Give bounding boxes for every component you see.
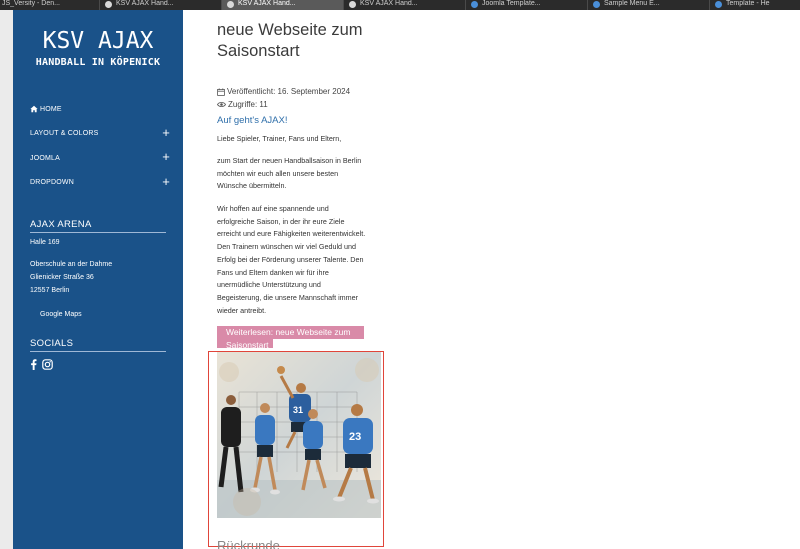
article-title-line: neue Webseite zum xyxy=(217,21,363,39)
socials-heading: SOCIALS xyxy=(30,338,166,352)
joomla-favicon-icon xyxy=(471,1,478,8)
calendar-icon xyxy=(217,88,225,96)
tab-label: Joomla Template... xyxy=(482,0,541,7)
paragraph-line: wieder antreibt. xyxy=(217,305,267,315)
favicon-icon xyxy=(349,1,356,8)
view-count xyxy=(217,100,268,109)
article-title-line: Saisonstart xyxy=(217,42,300,60)
view-count-text: Zugriffe: 11 xyxy=(228,100,268,109)
browser-tab-active[interactable] xyxy=(222,0,344,10)
nav-item-label: JOOMLA xyxy=(30,154,60,162)
page-gutter xyxy=(0,10,13,549)
browser-tab[interactable] xyxy=(710,0,800,10)
tab-label: KSV AJAX Hand... xyxy=(116,0,174,7)
joomla-favicon-icon xyxy=(715,1,722,8)
expand-plus-icon[interactable]: + xyxy=(162,124,170,140)
jersey-number-label: 31 xyxy=(293,405,304,415)
nav-item-label: HOME xyxy=(40,105,62,113)
home-icon xyxy=(30,105,38,113)
paragraph-line: möchten wir euch allen unsere besten xyxy=(217,168,339,178)
arena-address-line: 12557 Berlin xyxy=(30,287,70,294)
nav-item-home[interactable] xyxy=(30,97,170,122)
expand-plus-icon[interactable]: + xyxy=(162,149,170,164)
paragraph-line: zum Start der neuen Handballsaison in Berlin xyxy=(217,156,362,165)
nav-item-joomla[interactable] xyxy=(30,146,170,171)
tab-label: KSV AJAX Hand... xyxy=(360,0,418,7)
eye-icon xyxy=(217,101,226,108)
tab-label: Template - He xyxy=(726,0,770,7)
favicon-icon xyxy=(105,1,112,8)
tab-label: KSV AJAX Hand... xyxy=(238,0,296,7)
sidebar xyxy=(13,10,183,549)
article-title[interactable] xyxy=(217,20,397,62)
nav-item-layout-colors[interactable] xyxy=(30,122,170,147)
site-logo-subtitle: HANDBALL IN KÖPENICK xyxy=(35,57,161,68)
paragraph-line: erreicht und eure Fähigkeiten weiterentwickelt. xyxy=(217,229,366,239)
jersey-number-label: 23 xyxy=(349,431,362,443)
article-paragraph xyxy=(217,203,385,317)
browser-tab[interactable] xyxy=(0,0,100,10)
next-article-heading[interactable]: Rückrunde xyxy=(217,538,280,549)
paragraph-line: Wir hoffen auf eine spannende und xyxy=(217,204,329,213)
expand-plus-icon[interactable]: + xyxy=(162,173,170,189)
annotation-highlight-box xyxy=(208,351,384,547)
tab-label: Sample Menu E... xyxy=(604,0,660,7)
paragraph-line: unermüdliche Unterstützung und xyxy=(217,280,321,290)
google-maps-link[interactable]: Google Maps xyxy=(40,311,82,318)
main-nav xyxy=(30,97,170,195)
article-lead: Auf geht's AJAX! xyxy=(217,115,288,126)
paragraph-line: Den Trainern wünschen wir viel Geduld und xyxy=(217,242,357,252)
paragraph-line: Begeisterung, die unsere Mannschaft immer xyxy=(217,292,359,302)
social-icons xyxy=(30,359,53,370)
browser-tab[interactable] xyxy=(466,0,588,10)
arena-heading: AJAX ARENA xyxy=(30,219,166,233)
joomla-favicon-icon xyxy=(593,1,600,8)
read-more-button[interactable] xyxy=(217,326,367,352)
paragraph-line: erfolgreiche Saison, in der ihr eure Ziele xyxy=(217,216,345,226)
paragraph-line: Erfolg bei der Förderung unserer Talente. Den xyxy=(217,254,364,264)
tab-label: JS_Versity - Den... xyxy=(2,0,60,7)
arena-address-line: Glienicker Straße 36 xyxy=(30,274,94,281)
paragraph-line: Fans und Eltern danken wir für ihre xyxy=(217,267,329,277)
nav-item-dropdown[interactable] xyxy=(30,171,170,196)
article-paragraph xyxy=(217,155,385,193)
read-more-label: Weiterlesen: neue Webseite zum Saisonstart xyxy=(226,327,351,350)
paragraph-line: Wünsche übermitteln. xyxy=(217,181,287,191)
nav-item-label: DROPDOWN xyxy=(30,179,74,187)
published-date-text: Veröffentlicht: 16. September 2024 xyxy=(227,87,351,96)
browser-tab[interactable] xyxy=(100,0,222,10)
favicon-icon xyxy=(227,1,234,8)
browser-tab[interactable] xyxy=(344,0,466,10)
instagram-icon[interactable] xyxy=(42,359,53,370)
arena-address-line: Oberschule an der Dahme xyxy=(30,261,113,268)
nav-item-label: LAYOUT & COLORS xyxy=(30,130,99,138)
article-greeting: Liebe Spieler, Trainer, Fans und Eltern, xyxy=(217,134,342,143)
facebook-icon[interactable] xyxy=(30,359,37,370)
browser-tab[interactable] xyxy=(588,0,710,10)
arena-hall: Halle 169 xyxy=(30,239,60,246)
published-date xyxy=(217,87,350,96)
site-logo-title[interactable]: KSV AJAX xyxy=(42,28,154,54)
browser-tab-bar xyxy=(0,0,800,10)
